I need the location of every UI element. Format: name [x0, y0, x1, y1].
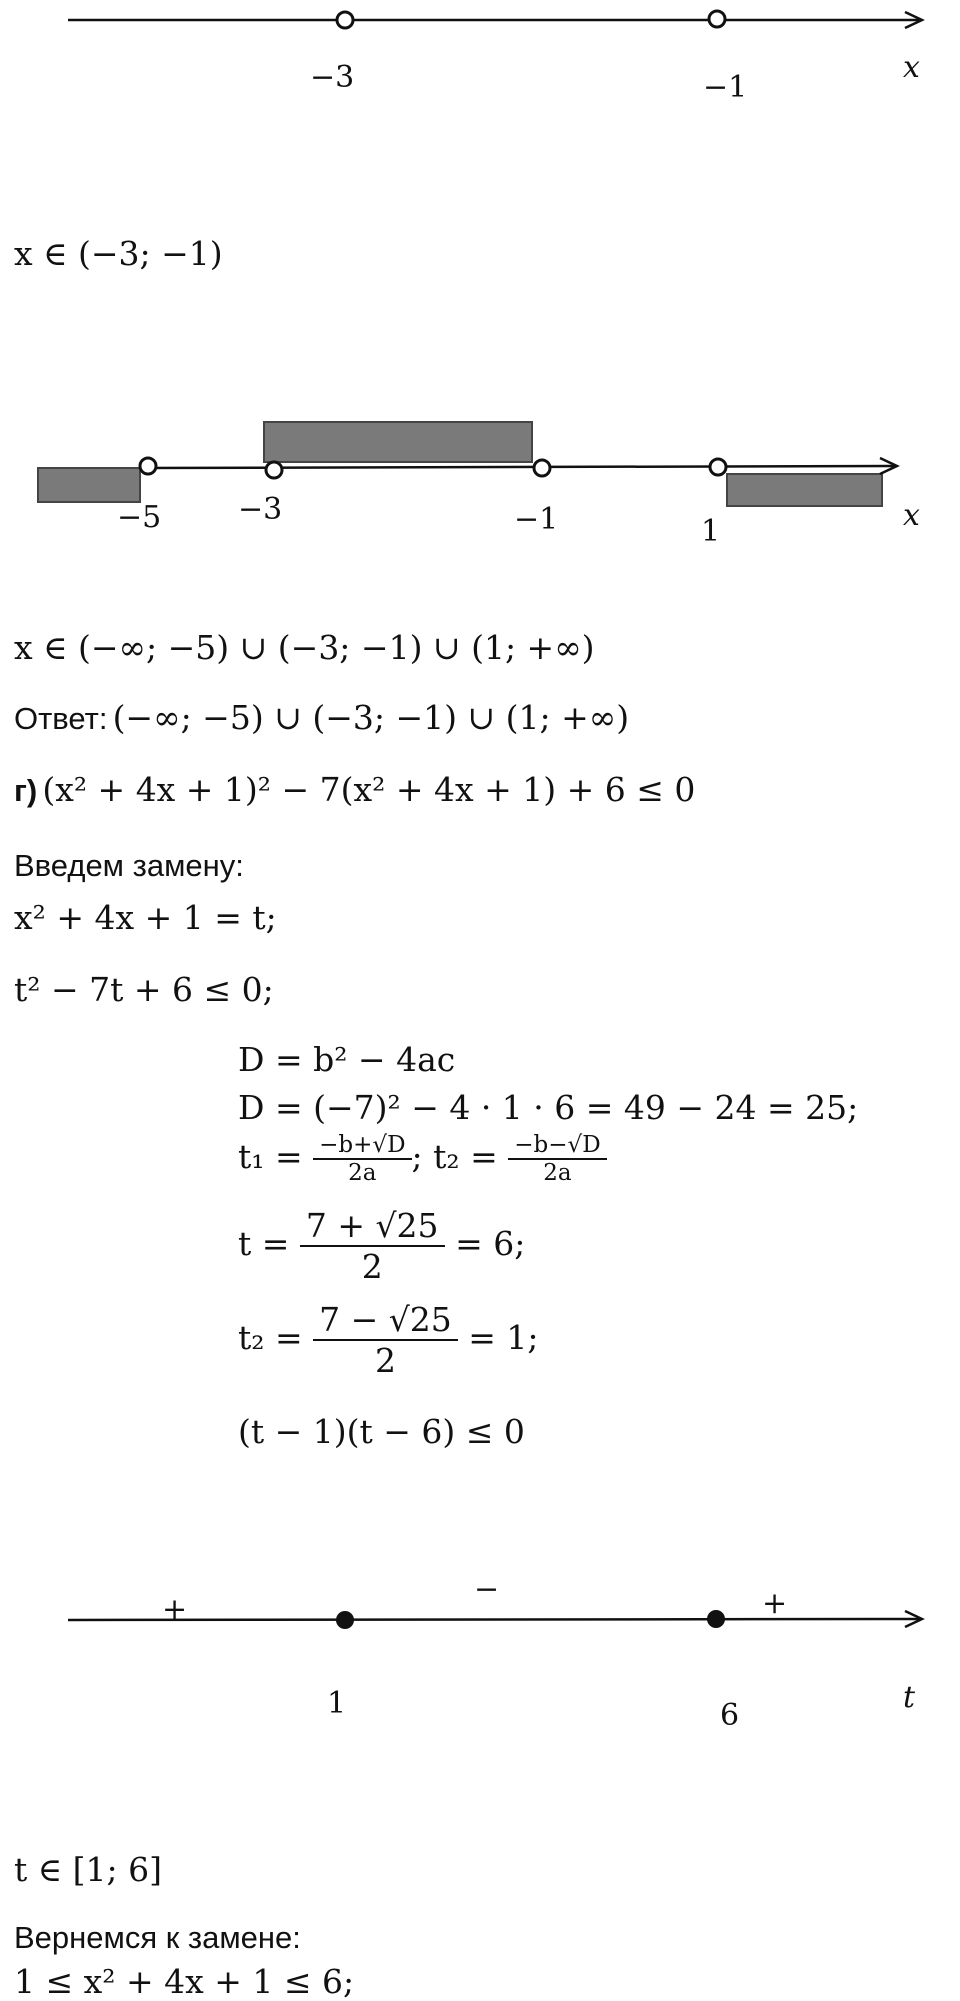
interval-line-1: x ∈ (−3; −1)	[14, 234, 223, 273]
final-inequality: 1 ≤ x² + 4x + 1 ≤ 6;	[14, 1962, 355, 2001]
open-point-1	[710, 459, 726, 475]
answer-value: (−∞; −5) ∪ (−3; −1) ∪ (1; +∞)	[112, 698, 630, 737]
sign-plus-right: +	[762, 1586, 788, 1621]
problem-label: г)	[14, 773, 38, 808]
numline2-label-minus-3: −3	[238, 492, 283, 527]
problem-expression: (x² + 4x + 1)² − 7(x² + 4x + 1) + 6 ≤ 0	[42, 770, 696, 809]
closed-point-1	[336, 1611, 354, 1629]
shaded-region-left	[38, 468, 140, 502]
open-point-minus-3	[266, 462, 282, 478]
shaded-region-right	[727, 474, 882, 506]
numline2-label-1: 1	[701, 514, 721, 549]
numline2-axis-label: x	[903, 498, 920, 533]
interval-union-line: x ∈ (−∞; −5) ∪ (−3; −1) ∪ (1; +∞)	[14, 628, 595, 667]
discriminant-value: D = (−7)² − 4 · 1 · 6 = 49 − 24 = 25;	[238, 1088, 859, 1127]
numline1-axis-label: x	[903, 50, 920, 85]
open-point-minus-1	[534, 460, 550, 476]
sign-plus-left: +	[162, 1592, 188, 1627]
shaded-region-middle	[264, 422, 532, 462]
sign-minus-middle: −	[474, 1572, 500, 1607]
numline1-label-minus-1: −1	[703, 70, 748, 105]
root2-equation: t₂ = $\frac{7 - √25}{2}$ = 1;	[238, 1300, 539, 1380]
numline3-label-6: 6	[720, 1698, 740, 1733]
open-point-minus-5	[140, 458, 156, 474]
quadratic-inequality: t² − 7t + 6 ≤ 0;	[14, 970, 274, 1009]
discriminant-formula: D = b² − 4ac	[238, 1040, 456, 1079]
numline3-label-1: 1	[327, 1686, 347, 1721]
numline2-label-minus-1: −1	[514, 502, 559, 537]
roots-formula: t₁ = $\frac{-b+√D}{2a}$ ; t₂ = $\frac{-b-√D}{2a}$	[238, 1132, 607, 1186]
t-interval: t ∈ [1; 6]	[14, 1850, 163, 1889]
numline3-axis-label: t	[903, 1680, 916, 1715]
substitution-equation: x² + 4x + 1 = t;	[14, 898, 277, 937]
closed-point-6	[707, 1610, 725, 1628]
substitution-intro: Введем замену:	[14, 848, 244, 883]
open-point-minus-3	[337, 12, 353, 28]
root1-equation: t = $\frac{7 + √25}{2}$ = 6;	[238, 1206, 526, 1286]
numline2-label-minus-5: −5	[117, 500, 162, 535]
return-intro: Вернемся к замене:	[14, 1920, 301, 1955]
numline1-label-minus-3: −3	[310, 60, 355, 95]
factored-inequality: (t − 1)(t − 6) ≤ 0	[238, 1412, 525, 1451]
number-line-1	[0, 0, 960, 120]
answer-label: Ответ:	[14, 701, 108, 736]
open-point-minus-1	[709, 11, 725, 27]
answer-line	[14, 698, 629, 737]
problem-line	[14, 770, 695, 809]
